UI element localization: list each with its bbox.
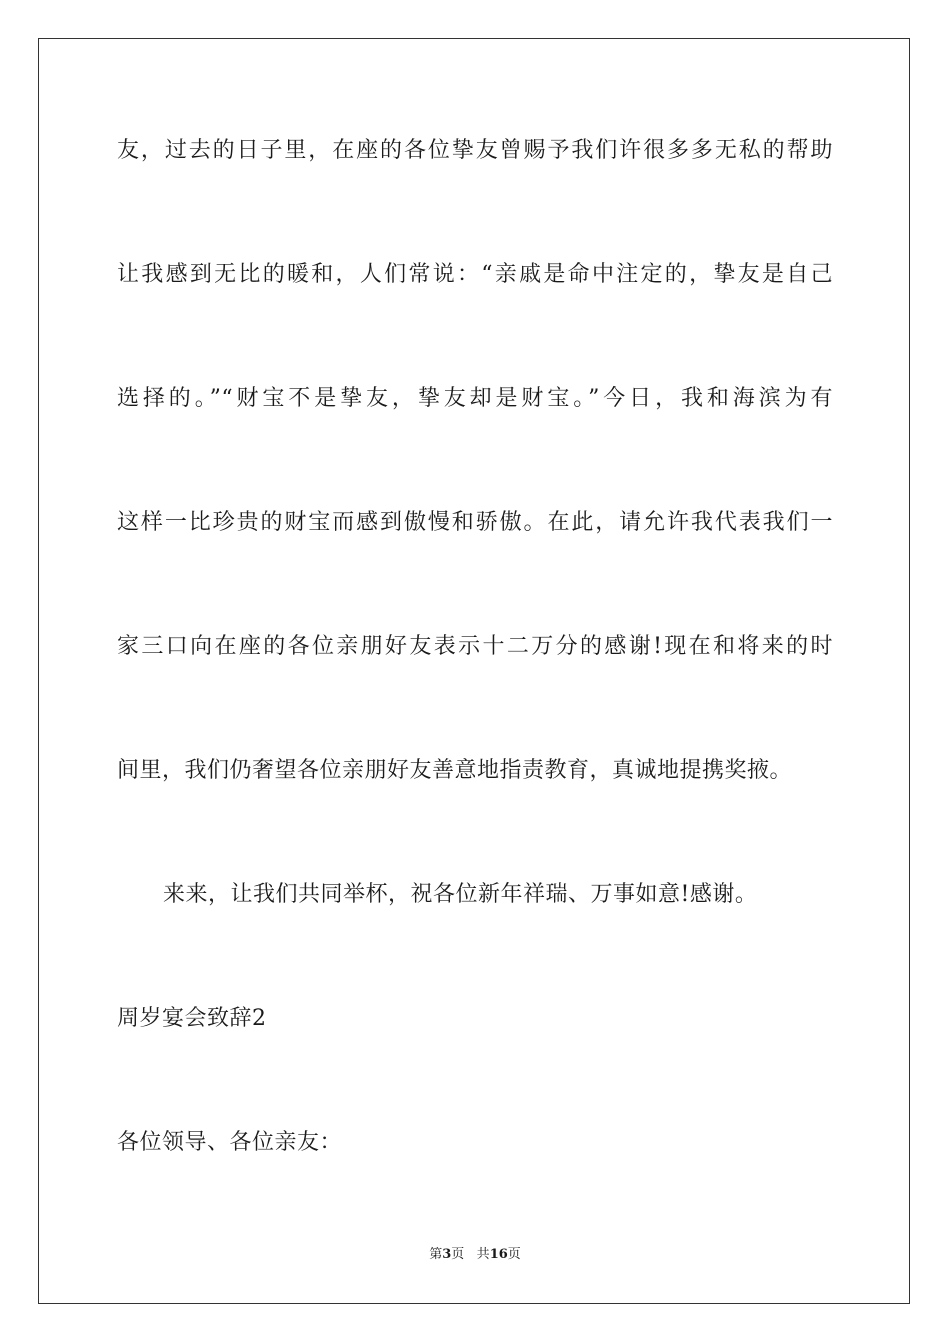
body-text-line: 家三口向在座的各位亲朋好友表示十二万分的感谢!现在和将来的时 bbox=[117, 634, 833, 659]
total-suffix: 页 bbox=[507, 1247, 521, 1262]
page-footer bbox=[0, 1246, 950, 1264]
body-text-line: 间里，我们仍奢望各位亲朋好友善意地指责教育，真诚地提携奖掖。 bbox=[117, 758, 793, 783]
total-pages: 16 bbox=[489, 1247, 508, 1262]
body-text-line: 这样一比珍贵的财宝而感到傲慢和骄傲。在此，请允许我代表我们一 bbox=[117, 510, 833, 535]
salutation: 各位领导、各位亲友： bbox=[117, 1130, 343, 1155]
section-title: 周岁宴会致辞2 bbox=[117, 1006, 267, 1031]
body-text-line: 让我感到无比的暖和，人们常说：“亲戚是命中注定的，挚友是自己 bbox=[117, 262, 833, 287]
page-prefix: 第 bbox=[429, 1247, 443, 1262]
body-text-line: 友，过去的日子里，在座的各位挚友曾赐予我们许很多多无私的帮助 bbox=[117, 138, 833, 163]
total-prefix: 共 bbox=[476, 1247, 490, 1262]
page-suffix: 页 bbox=[451, 1247, 465, 1262]
body-text-line: 选择的。”“财宝不是挚友，挚友却是财宝。”今日，我和海滨为有 bbox=[117, 386, 833, 411]
page-border bbox=[38, 38, 910, 1304]
page-number: 3 bbox=[442, 1247, 452, 1262]
closing-paragraph: 来来，让我们共同举杯，祝各位新年祥瑞、万事如意!感谢。 bbox=[163, 882, 758, 907]
